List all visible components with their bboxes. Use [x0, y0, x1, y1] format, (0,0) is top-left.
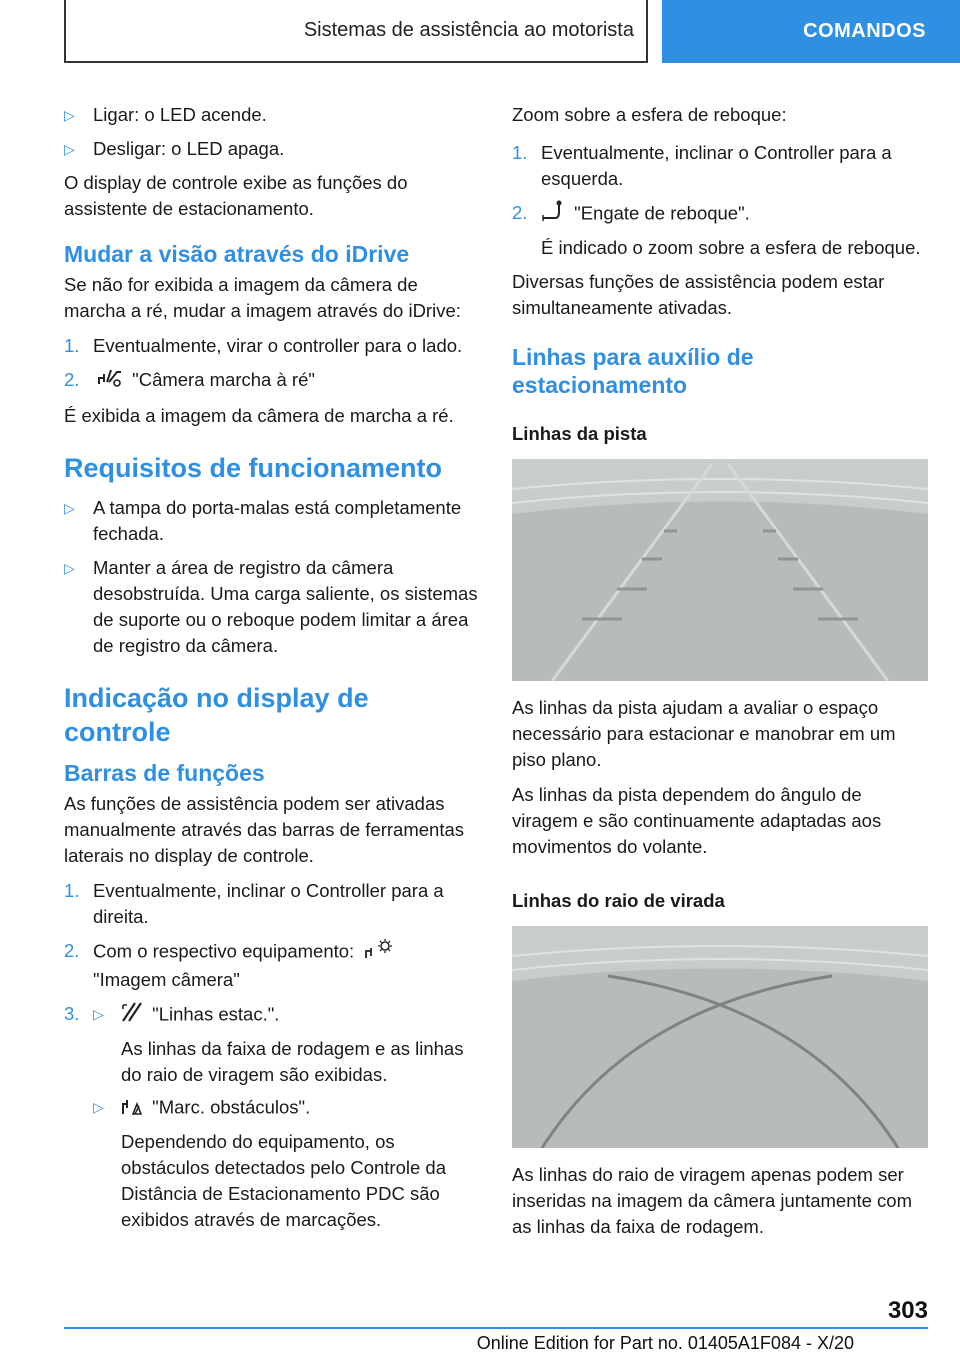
header-section-title: Sistemas de assistência ao motorista: [64, 0, 648, 63]
step-item: 2. Com o respectivo equipamento: "Imagem câmera": [64, 938, 482, 993]
page-number: 303: [887, 1297, 928, 1324]
step-item: 1. Eventualmente, inclinar o Controller para a direita.: [64, 879, 444, 927]
left-column: [64, 102, 482, 1247]
heading-lines: Linhas para auxílio de estacionamento: [512, 344, 754, 398]
tow-hitch-icon: [541, 200, 565, 229]
triangle-bullet-icon: ▷: [64, 107, 75, 123]
step-item: 3. ▷ "Linhas estac.". As linhas da faixa de rodagem e as linhas do raio de viragem são exibidas. ▷ "Marc. obstáculos". Dependendo do equipamento, os obstáculos detectados pelo Controle da Distância de Estacionamento PDC são exibidos através de marcações.: [64, 1001, 482, 1239]
step-item: 1. Eventualmente, virar o controller para o lado.: [64, 335, 463, 356]
paragraph-lane-2: As linhas da pista dependem do ângulo de viragem e são continuamente adaptadas aos movimentos do volante.: [512, 784, 882, 857]
sub-item-parking-lines: ▷ "Linhas estac.". As linhas da faixa de rodagem e as linhas do raio de viragem são exibidas.: [93, 1001, 482, 1088]
list-item: ▷ Desligar: o LED apaga.: [64, 136, 482, 162]
step-item: 2. "Engate de reboque". É indicado o zoom sobre a esfera de reboque.: [512, 202, 921, 258]
list-item: ▷ Manter a área de registro da câmera desobstruída. Uma carga saliente, os sistemas de suporte ou o reboque podem limitar a área de registro da câmera.: [64, 555, 482, 659]
paragraph-function-bars: As funções de assistência podem ser ativadas manualmente através das barras de ferramentas laterais no display de controle.: [64, 792, 465, 866]
triangle-bullet-icon: ▷: [64, 499, 75, 516]
paragraph-zoom: Zoom sobre a esfera de reboque:: [512, 104, 787, 125]
paragraph-change-view: Se não for exibida a imagem da câmera de marcha a ré, mudar a imagem através do iDrive:: [64, 274, 461, 321]
paragraph-multiple: Diversas funções de assistência podem estar simultaneamente ativadas.: [512, 271, 885, 318]
heading-requirements: Requisitos de funcionamento: [64, 452, 443, 483]
heading-change-view: Mudar a visão através do iDrive: [64, 241, 410, 267]
footer-edition: Online Edition for Part no. 01405A1F084 - X/20: [476, 1333, 854, 1353]
paragraph-turn: As linhas do raio de viragem apenas podem ser inseridas na imagem da câmera juntamente com as linhas da faixa de rodagem.: [512, 1164, 912, 1237]
footer-divider: [64, 1327, 928, 1329]
sub-item-obstacle-marking: ▷ "Marc. obstáculos". Dependendo do equipamento, os obstáculos detectados pelo Controle da Distância de Estacionamento PDC são exibidos através de marcações.: [93, 1094, 482, 1233]
triangle-bullet-icon: ▷: [64, 559, 75, 576]
turn-radius-lines-image: [512, 926, 928, 1148]
obstacle-marking-icon: [121, 1094, 143, 1123]
header-tab-comandos[interactable]: COMANDOS: [662, 0, 960, 63]
heading-lane-lines: Linhas da pista: [512, 423, 647, 444]
right-column: [512, 102, 930, 1249]
parking-lines-icon: [121, 1001, 143, 1030]
paragraph-display: O display de controle exibe as funções do assistente de estacionamento.: [64, 172, 408, 219]
triangle-bullet-icon: ▷: [93, 1005, 104, 1022]
step-item: 2. "Câmera marcha à ré": [64, 367, 482, 395]
camera-settings-icon: [363, 938, 393, 967]
list-item: ▷ Ligar: o LED acende.: [64, 102, 482, 128]
triangle-bullet-icon: ▷: [64, 141, 75, 157]
heading-function-bars: Barras de funções: [64, 759, 265, 786]
step-item: 1. Eventualmente, inclinar o Controller para a esquerda.: [512, 142, 892, 189]
lane-lines-image: [512, 459, 928, 681]
list-item: ▷ A tampa do porta-malas está completamente fechada.: [64, 495, 482, 547]
triangle-bullet-icon: ▷: [93, 1098, 104, 1115]
heading-indication: Indicação no display de controle: [64, 682, 369, 747]
paragraph-rear-image: É exibida a imagem da câmera de marcha a ré.: [64, 404, 454, 426]
rear-camera-icon: [97, 368, 123, 395]
heading-turn-lines: Linhas do raio de virada: [512, 890, 725, 911]
paragraph-lane-1: As linhas da pista ajudam a avaliar o espaço necessário para estacionar e manobrar em um piso plano.: [512, 697, 896, 770]
